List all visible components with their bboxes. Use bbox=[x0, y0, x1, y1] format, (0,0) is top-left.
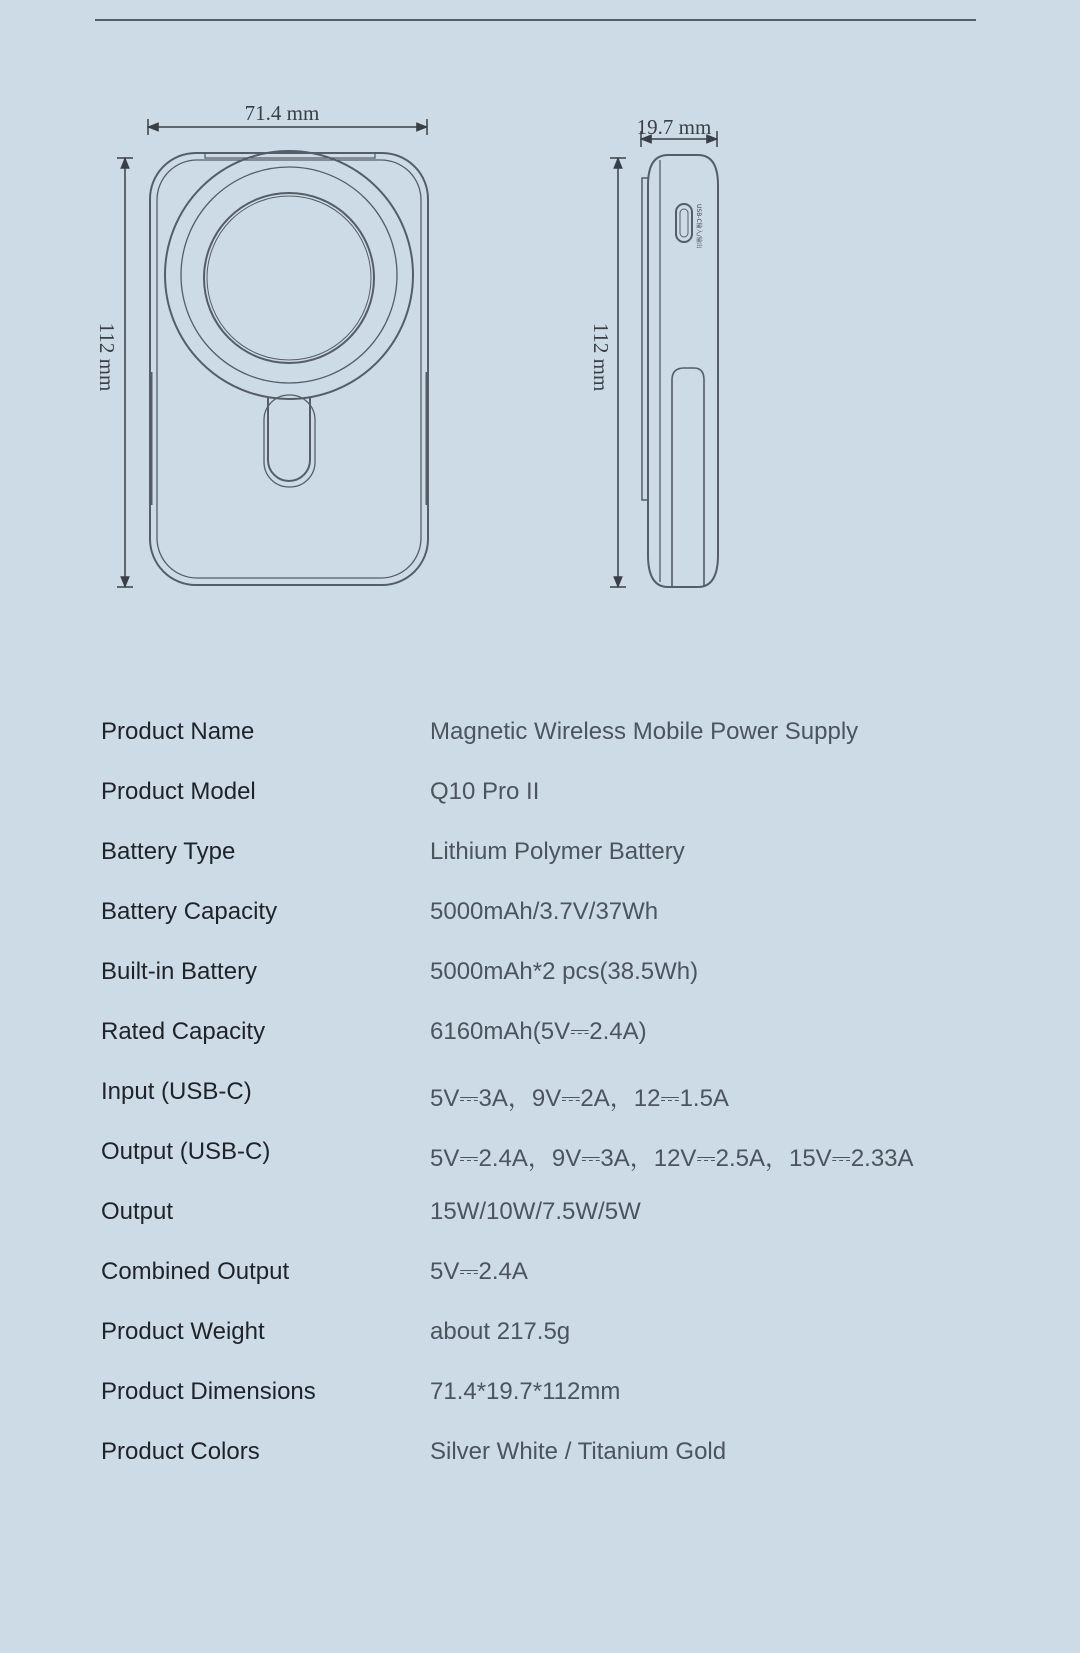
dimension-diagram bbox=[0, 0, 1080, 640]
spec-value: 15W/10W/7.5W/5W bbox=[430, 1198, 641, 1225]
spec-label: Product Dimensions bbox=[101, 1378, 316, 1405]
spec-value: Q10 Pro II bbox=[430, 778, 540, 805]
spec-row bbox=[101, 898, 1001, 958]
spec-label: Output bbox=[101, 1198, 174, 1225]
spec-row bbox=[101, 958, 1001, 1018]
spec-row bbox=[101, 1018, 1001, 1078]
spec-row bbox=[101, 1318, 1001, 1378]
front-height-dimension-label: 112 mm bbox=[95, 322, 119, 392]
spec-label: Product Name bbox=[101, 718, 255, 745]
spec-value: 5V⎓3A，9V⎓2A，12⎓1.5A bbox=[430, 1085, 729, 1112]
side-view bbox=[610, 131, 718, 587]
spec-row bbox=[101, 1138, 1001, 1198]
spec-value: 5000mAh/3.7V/37Wh bbox=[430, 898, 659, 925]
spec-value: Silver White / Titanium Gold bbox=[430, 1438, 727, 1465]
spec-label: Product Model bbox=[101, 778, 256, 805]
depth-dimension-label: 19.7 mm bbox=[636, 115, 712, 139]
spec-value: Lithium Polymer Battery bbox=[430, 838, 685, 865]
spec-label: Combined Output bbox=[101, 1258, 290, 1285]
spec-label: Input (USB-C) bbox=[101, 1078, 252, 1105]
spec-label: Battery Type bbox=[101, 838, 236, 865]
spec-label: Rated Capacity bbox=[101, 1018, 266, 1045]
spec-row bbox=[101, 1438, 1001, 1498]
spec-row bbox=[101, 718, 1001, 778]
spec-row bbox=[101, 1258, 1001, 1318]
spec-label: Built-in Battery bbox=[101, 958, 258, 985]
width-dimension-label: 71.4 mm bbox=[244, 101, 320, 125]
spec-table bbox=[101, 718, 1001, 1498]
spec-value: 5V⎓2.4A，9V⎓3A，12V⎓2.5A，15V⎓2.33A bbox=[430, 1145, 914, 1172]
spec-row bbox=[101, 838, 1001, 898]
spec-value: Magnetic Wireless Mobile Power Supply bbox=[430, 718, 859, 745]
spec-value: 71.4*19.7*112mm bbox=[430, 1378, 621, 1405]
side-height-dimension-label: 112 mm bbox=[589, 322, 613, 392]
spec-row bbox=[101, 1198, 1001, 1258]
spec-row bbox=[101, 1078, 1001, 1138]
spec-value: about 217.5g bbox=[430, 1318, 571, 1345]
port-label: USB-C输入/输出 bbox=[695, 204, 702, 249]
spec-value: 5V⎓2.4A bbox=[430, 1258, 528, 1285]
spec-row bbox=[101, 1378, 1001, 1438]
front-view bbox=[117, 119, 428, 587]
spec-label: Output (USB-C) bbox=[101, 1138, 271, 1165]
spec-label: Battery Capacity bbox=[101, 898, 278, 925]
spec-row bbox=[101, 778, 1001, 838]
spec-value: 5000mAh*2 pcs(38.5Wh) bbox=[430, 958, 699, 985]
spec-label: Product Colors bbox=[101, 1438, 260, 1465]
spec-value: 6160mAh(5V⎓2.4A) bbox=[430, 1018, 647, 1045]
spec-label: Product Weight bbox=[101, 1318, 265, 1345]
